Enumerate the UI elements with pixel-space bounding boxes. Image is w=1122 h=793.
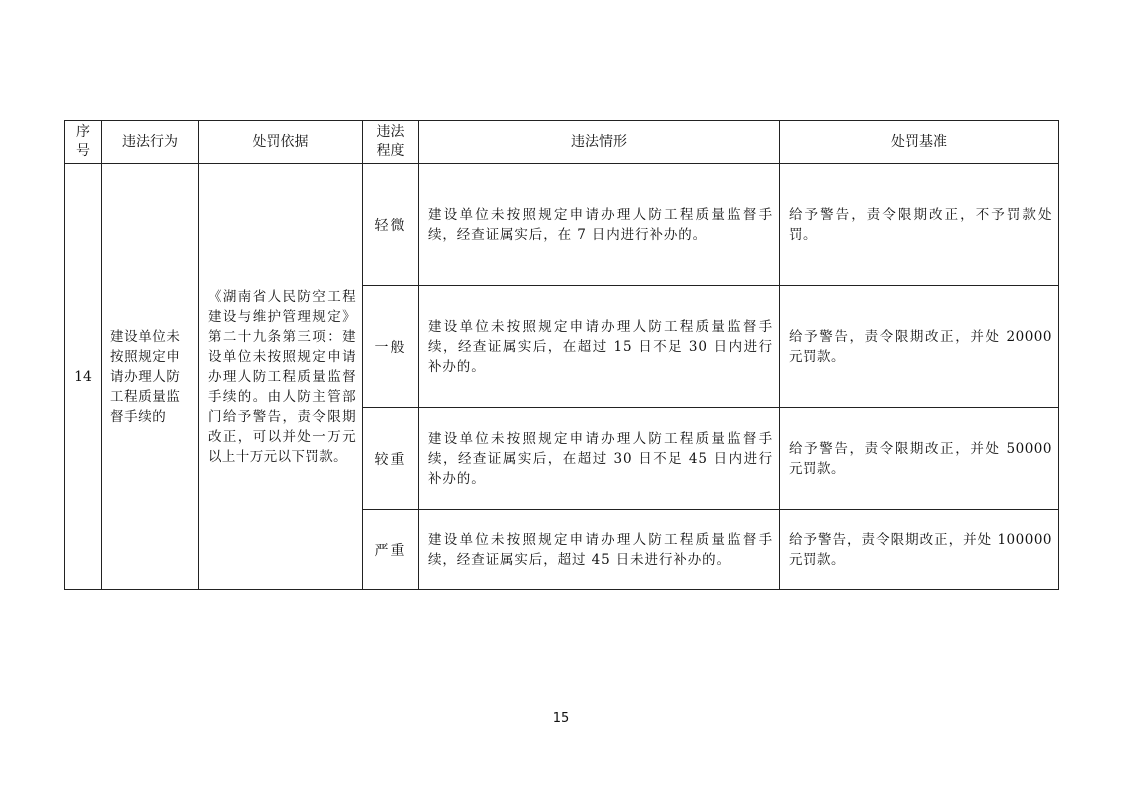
header-case: 违法情形	[419, 121, 780, 164]
table-header-row	[65, 121, 1059, 164]
level-standard: 给予警告，责令限期改正，并处 100000 元罚款。	[780, 510, 1059, 590]
level-degree: 轻微	[363, 164, 419, 286]
level-standard: 给予警告，责令限期改正，并处 50000 元罚款。	[780, 408, 1059, 510]
level-standard: 给予警告，责令限期改正，并处 20000 元罚款。	[780, 286, 1059, 408]
level-case: 建设单位未按照规定申请办理人防工程质量监督手续，经查证属实后，超过 45 日未进行补办的。	[419, 510, 780, 590]
level-case: 建设单位未按照规定申请办理人防工程质量监督手续，经查证属实后，在 7 日内进行补办的。	[419, 164, 780, 286]
level-case: 建设单位未按照规定申请办理人防工程质量监督手续，经查证属实后，在超过 15 日不足 30 日内进行补办的。	[419, 286, 780, 408]
header-standard: 处罚基准	[780, 121, 1059, 164]
penalty-standard-table	[64, 120, 1059, 590]
level-degree: 一般	[363, 286, 419, 408]
header-act: 违法行为	[102, 121, 199, 164]
level-case: 建设单位未按照规定申请办理人防工程质量监督手续，经查证属实后，在超过 30 日不足 45 日内进行补办的。	[419, 408, 780, 510]
level-degree: 较重	[363, 408, 419, 510]
entry-index: 14	[65, 164, 102, 590]
header-basis: 处罚依据	[199, 121, 363, 164]
header-degree: 违法程度	[363, 121, 419, 164]
table-row	[65, 164, 1059, 286]
page-number: 15	[552, 711, 570, 726]
entry-penalty-basis: 《湖南省人民防空工程建设与维护管理规定》第二十九条第三项：建设单位未按照规定申请办理人防工程质量监督手续的。由人防主管部门给予警告，责令限期改正，可以并处一万元以上十万元以下罚款。	[199, 164, 363, 590]
entry-violation-act: 建设单位未按照规定申请办理人防工程质量监督手续的	[102, 164, 199, 590]
level-standard: 给予警告，责令限期改正，不予罚款处罚。	[780, 164, 1059, 286]
header-index: 序号	[65, 121, 102, 164]
level-degree: 严重	[363, 510, 419, 590]
